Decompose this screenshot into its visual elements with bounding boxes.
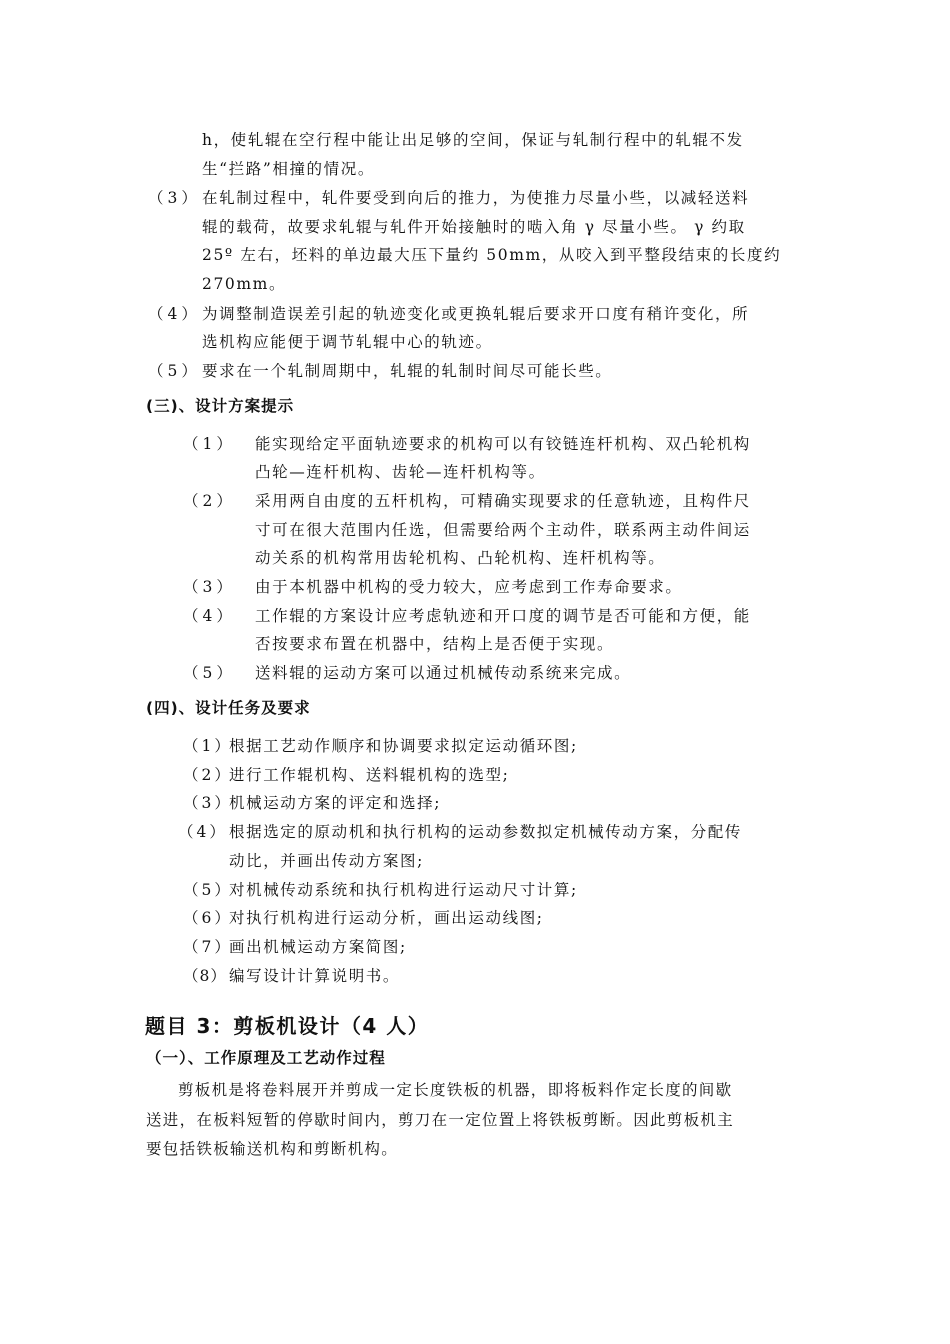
list-number: （4） (183, 607, 236, 625)
list-number: （6） (183, 909, 233, 927)
section-heading: (四)、设计任务及要求 (146, 699, 311, 717)
section-heading: (三)、设计方案提示 (146, 397, 295, 415)
list-number: （7） (183, 938, 233, 956)
list-number: （3） (148, 189, 201, 207)
list-item-line: 工作辊的方案设计应考虑轨迹和开口度的调节是否可能和方便，能 (255, 607, 751, 625)
list-item-line: 机械运动方案的评定和选择; (229, 794, 442, 812)
list-number: （3） (183, 578, 236, 596)
list-item-line: 动比，并画出传动方案图; (229, 852, 424, 870)
list-number: （2） (183, 766, 233, 784)
list-item-line: 选机构应能便于调节轧辊中心的轨迹。 (202, 333, 493, 351)
paragraph-line: 生“拦路”相撞的情况。 (202, 160, 375, 178)
list-number: （1） (183, 435, 236, 453)
list-item-line: 采用两自由度的五杆机构，可精确实现要求的任意轨迹，且构件尺 (255, 492, 751, 510)
list-item-line: 动关系的机构常用齿轮机构、凸轮机构、连杆机构等。 (255, 549, 666, 567)
list-item-line: 送料辊的运动方案可以通过机械传动系统来完成。 (255, 664, 632, 682)
list-number: （1） (183, 737, 233, 755)
list-item-line: 对机械传动系统和执行机构进行运动尺寸计算; (229, 881, 578, 899)
paragraph-line: h，使轧辊在空行程中能让出足够的空间，保证与轧制行程中的轧辊不发 (202, 131, 744, 149)
list-item-line: 编写设计计算说明书。 (229, 967, 401, 985)
list-item-line: 进行工作辊机构、送料辊机构的选型; (229, 766, 510, 784)
list-item-line: 否按要求布置在机器中，结构上是否便于实现。 (255, 635, 615, 653)
list-item-line: 在轧制过程中，轧件要受到向后的推力，为使推力尽量小些，以减轻送料 (202, 189, 750, 207)
section-heading: （一）、工作原理及工艺动作过程 (146, 1049, 386, 1067)
list-item-line: 画出机械运动方案简图; (229, 938, 407, 956)
list-item-line: 由于本机器中机构的受力较大，应考虑到工作寿命要求。 (255, 578, 683, 596)
list-item-line: 270mm。 (202, 275, 287, 293)
list-item-line: 寸可在很大范围内任选，但需要给两个主动件，联系两主动件间运 (255, 521, 751, 539)
list-item-line: 辊的载荷，故要求轧辊与轧件开始接触时的啮入角 γ 尽量小些。 γ 约取 (202, 218, 746, 236)
list-number: （5） (148, 362, 201, 380)
list-item-line: 凸轮—连杆机构、齿轮—连杆机构等。 (255, 463, 546, 481)
list-number: （2） (183, 492, 236, 510)
list-item-line: 为调整制造误差引起的轨迹变化或更换轧辊后要求开口度有稍许变化，所 (202, 305, 750, 323)
list-number: （4） (178, 823, 228, 841)
list-item-line: 根据工艺动作顺序和协调要求拟定运动循环图; (229, 737, 578, 755)
topic-title: 题目 3：剪板机设计（4 人） (145, 1014, 430, 1038)
list-number: （3） (183, 794, 233, 812)
list-number: （5） (183, 664, 236, 682)
list-item-line: 根据选定的原动机和执行机构的运动参数拟定机械传动方案，分配传 (229, 823, 743, 841)
list-item-line: 要求在一个轧制周期中，轧辊的轧制时间尽可能长些。 (202, 362, 613, 380)
paragraph-line: 剪板机是将卷料展开并剪成一定长度铁板的机器，即将板料作定长度的间歇 (178, 1081, 733, 1099)
list-item-line: 对执行机构进行运动分析，画出运动线图; (229, 909, 544, 927)
list-item-line: 能实现给定平面轨迹要求的机构可以有铰链连杆机构、双凸轮机构 (255, 435, 751, 453)
list-number: （5） (183, 881, 233, 899)
paragraph-line: 要包括铁板输送机构和剪断机构。 (146, 1140, 399, 1158)
list-number: （8） (183, 967, 227, 985)
list-item-line: 25º 左右，坯料的单边最大压下量约 50mm，从咬入到平整段结束的长度约 (202, 246, 782, 264)
paragraph-line: 送进，在板料短暂的停歇时间内，剪刀在一定位置上将铁板剪断。因此剪板机主 (146, 1111, 735, 1129)
list-number: （4） (148, 305, 201, 323)
